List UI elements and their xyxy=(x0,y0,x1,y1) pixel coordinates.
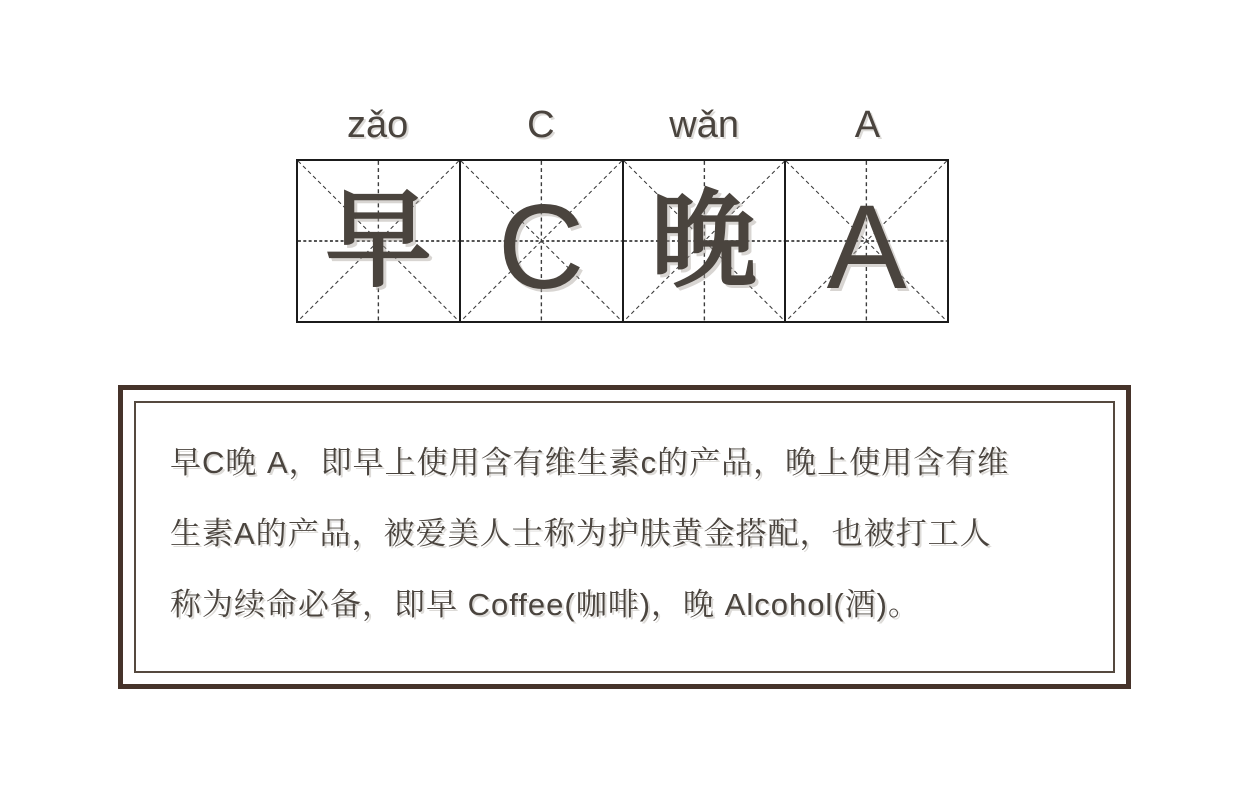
pinyin-row xyxy=(296,88,949,144)
grid-character-wan: 晚 xyxy=(650,182,757,300)
pinyin-label-a: A xyxy=(854,104,881,146)
definition-line-2: 生素A的产品，被爱美人士称为护肤黄金搭配，也被打工人 xyxy=(170,516,992,551)
definition-line-1: 早C晚 A，即早上使用含有维生素c的产品，晚上使用含有维 xyxy=(170,445,1010,480)
character-grid xyxy=(296,159,949,323)
pinyin-label-zao: zǎo xyxy=(346,104,409,146)
grid-cell-a xyxy=(784,159,949,323)
pinyin-label-c: C xyxy=(527,104,555,146)
definition-box xyxy=(118,385,1131,689)
pinyin-label-wan: wǎn xyxy=(669,104,739,146)
definition-line-3: 称为续命必备，即早 Coffee(咖啡)，晚 Alcohol(酒)。 xyxy=(170,587,920,622)
grid-character-zao: 早 xyxy=(325,182,432,300)
grid-character-a: A xyxy=(826,180,907,314)
grid-cell-zao xyxy=(296,159,461,323)
definition-inner-frame xyxy=(134,401,1115,673)
grid-character-c: C xyxy=(497,180,585,314)
grid-cell-wan xyxy=(622,159,787,323)
grid-cell-c xyxy=(459,159,624,323)
